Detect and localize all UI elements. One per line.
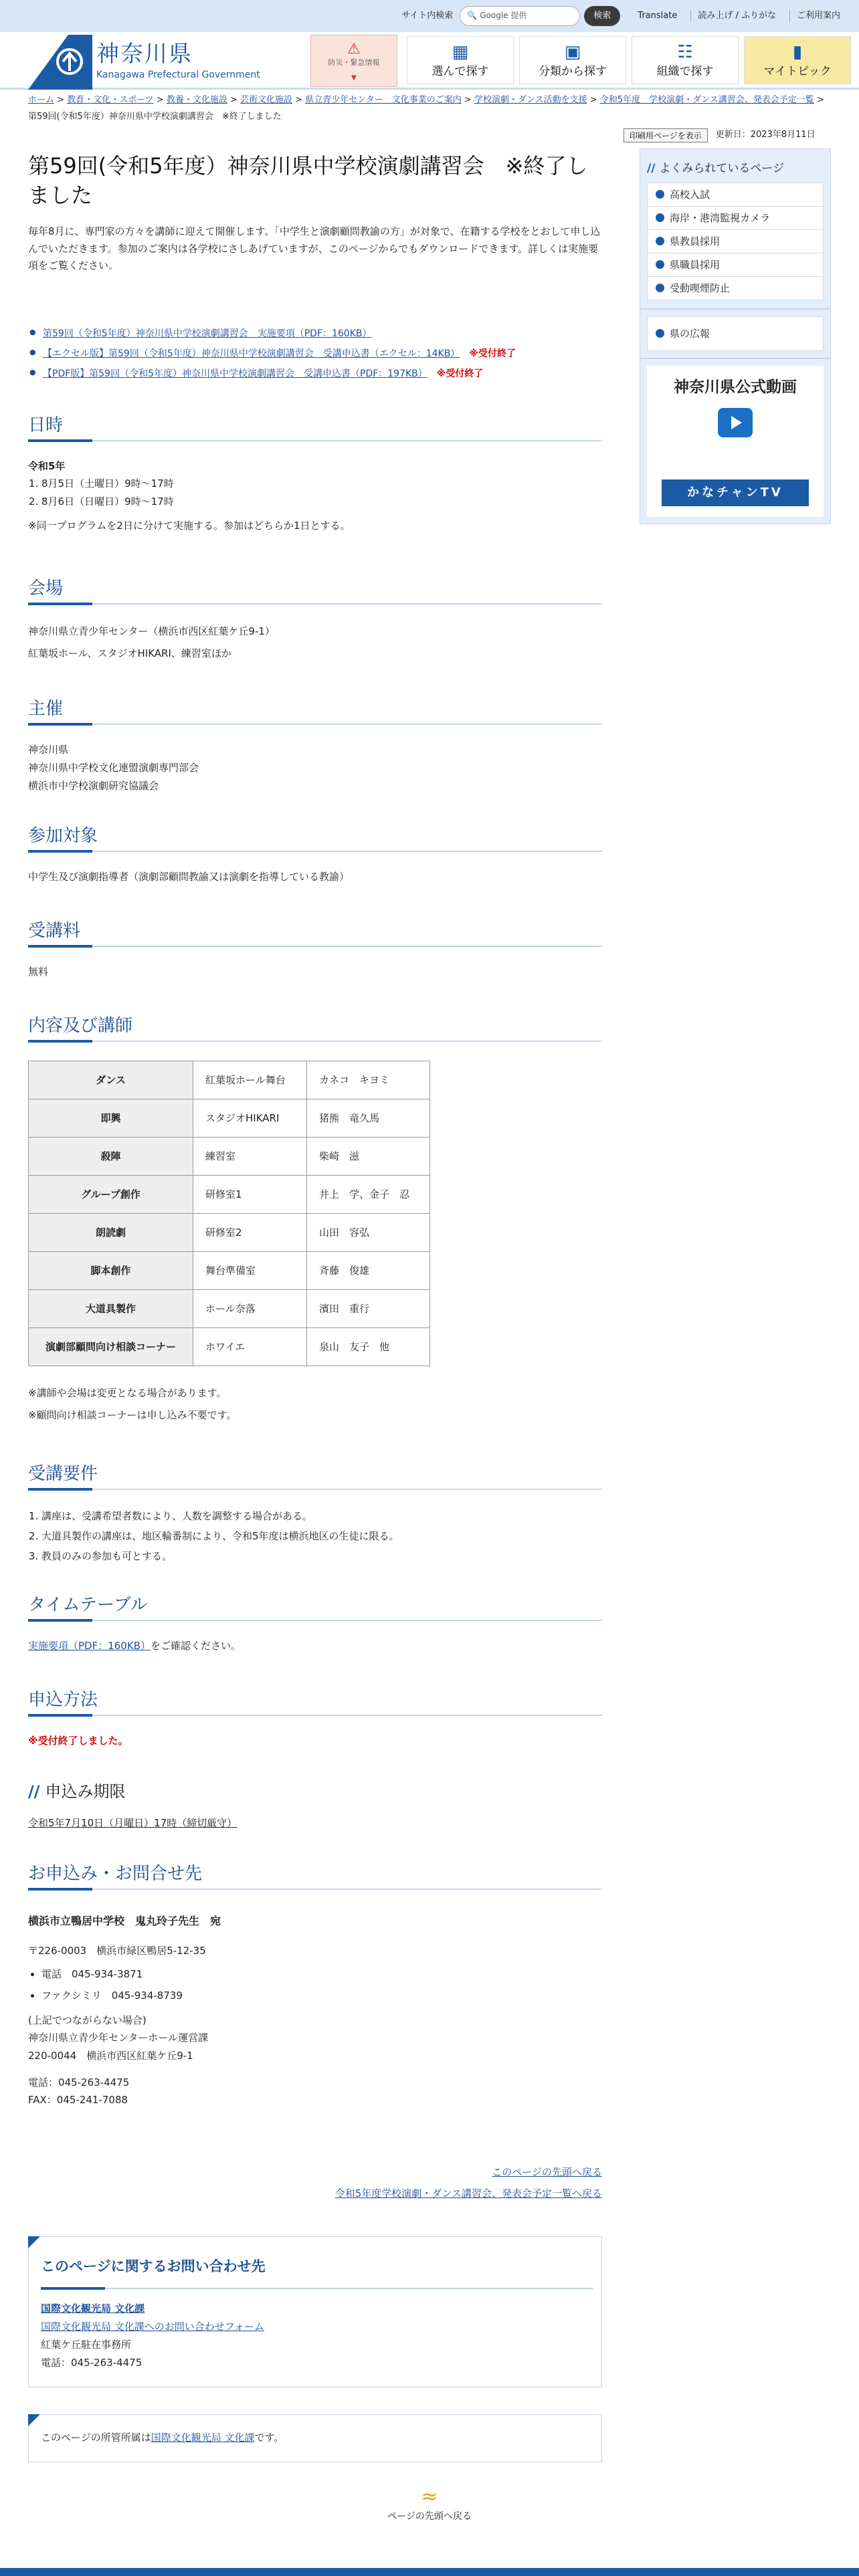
- double-slash-icon: //: [647, 162, 656, 175]
- sidebar-item-label: 受動喫煙防止: [670, 282, 731, 295]
- sidebar-item-label: 県職員採用: [670, 259, 721, 272]
- course-cell: 即興: [29, 1099, 193, 1138]
- place-cell: スタジオHIKARI: [193, 1099, 307, 1138]
- inquiry-fax: • ファクシミリ 045-934-8739: [41, 1985, 602, 2007]
- sidebar: [640, 148, 831, 524]
- section-heading: 主催: [28, 694, 602, 725]
- usage-guide-link[interactable]: ご利用案内: [789, 9, 847, 23]
- search-button[interactable]: 検索: [584, 6, 620, 26]
- apply-closed: ※受付終了しました。: [28, 1735, 128, 1747]
- table-row: [29, 1252, 430, 1290]
- deadline-text: [28, 1815, 237, 1831]
- corner-mark: [28, 2414, 40, 2426]
- nav-organization-label: 組織で探す: [656, 65, 714, 79]
- course-cell: ダンス: [29, 1061, 193, 1099]
- page-title: 第59回(令和5年度）神奈川県中学校演劇講習会 ※終了しました: [28, 153, 588, 209]
- play-icon: [718, 408, 753, 437]
- lecturer-cell: カネコ キヨミ: [307, 1061, 430, 1099]
- requirement-item: 2. 大道具製作の講座は、地区輪番制により、令和5年度は横浜地区の生徒に限る。: [41, 1526, 602, 1546]
- venue-line: 神奈川県立青少年センター（横浜市西区紅葉ケ丘9-1）: [28, 625, 275, 637]
- sidebar-item-label: 県教員採用: [670, 235, 721, 248]
- section-organizer: [28, 694, 602, 795]
- list-item: [28, 326, 617, 346]
- closed-badge: ※受付終了: [469, 348, 516, 359]
- sidebar-item-label: 海岸・港湾監視カメラ: [670, 212, 771, 225]
- owner-dept-link[interactable]: 国際文化観光局 文化課: [151, 2432, 255, 2444]
- breadcrumb-item[interactable]: ホーム: [28, 95, 55, 105]
- contact-dept-link[interactable]: 国際文化観光局 文化課: [41, 2302, 145, 2315]
- sidebar-item[interactable]: [647, 276, 824, 300]
- video-title: 神奈川県公式動画: [674, 379, 797, 397]
- sidebar-item[interactable]: [647, 253, 824, 277]
- arrow-circle-icon: [656, 329, 664, 338]
- arrow-circle-icon: [656, 260, 664, 269]
- sidebar-item[interactable]: [647, 206, 824, 230]
- nav-choose[interactable]: [407, 36, 514, 84]
- table-row: [29, 1214, 430, 1252]
- lecturer-cell: 井上 学、金子 忍: [307, 1176, 430, 1214]
- arrow-circle-icon: [656, 237, 664, 245]
- lecturer-cell: 濱田 重行: [307, 1290, 430, 1328]
- guideline-pdf-link[interactable]: 第59回（令和5年度）神奈川県中学校演劇講習会 実施要項（PDF：160KB）: [43, 328, 372, 339]
- course-cell: 朗読劇: [29, 1214, 193, 1252]
- application-pdf-link[interactable]: 【PDF版】第59回（令和5年度）神奈川県中学校演劇講習会 受講申込書（PDF：197KB）: [43, 368, 427, 379]
- contact-tel: 電話：045-263-4475: [41, 2356, 142, 2369]
- organizer-line: 神奈川県中学校文化連盟演劇専門部会: [28, 762, 199, 774]
- back-to-top-link[interactable]: このページの先頭へ戻る: [492, 2166, 602, 2178]
- section-heading: 会場: [28, 574, 602, 605]
- lecturer-cell: 山田 容弘: [307, 1214, 430, 1252]
- breadcrumb-item[interactable]: 令和5年度 学校演劇・ダンス講習会、発表会予定一覧: [599, 95, 814, 105]
- target-text: 中学生及び演劇指導者（演劇部顧問教諭又は演劇を指導している教諭）: [28, 871, 350, 883]
- breadcrumb-item[interactable]: 県立青少年センター 文化事業のご案内: [305, 95, 462, 105]
- arrow-circle-icon: [656, 213, 664, 222]
- org-chart-icon: ☷: [677, 42, 693, 62]
- place-cell: 研修室1: [193, 1176, 307, 1214]
- footer-top-label: ページの先頭へ戻る: [387, 2511, 472, 2522]
- utility-links: [401, 5, 847, 27]
- translate-link[interactable]: Translate: [638, 11, 678, 21]
- table-row: [29, 1290, 430, 1328]
- place-cell: 練習室: [193, 1138, 307, 1176]
- owner-prefix: このページの所管所属は: [41, 2432, 151, 2444]
- alt-tel: 電話：045-263-4475: [28, 2076, 130, 2088]
- course-cell: 脚本創作: [29, 1252, 193, 1290]
- footer-back-to-top[interactable]: [0, 2485, 859, 2524]
- content-note: ※講師や会場は変更となる場合があります。: [28, 1387, 227, 1399]
- section-content: [28, 1011, 602, 1426]
- emergency-info-label: 防災・緊急情報: [328, 58, 380, 67]
- chevron-down-icon: ▼: [351, 74, 357, 82]
- list-item: [28, 366, 617, 387]
- lecturer-cell: 猪熊 竜久馬: [307, 1099, 430, 1138]
- lecturer-cell: 柴崎 滋: [307, 1138, 430, 1176]
- list-item: [28, 346, 617, 366]
- site-header: [0, 32, 859, 90]
- section-heading: 受講料: [28, 916, 602, 947]
- page-contact-box: [28, 2236, 602, 2387]
- arrow-circle-icon: [656, 190, 664, 199]
- nav-organization[interactable]: [632, 36, 739, 84]
- popular-pages: [640, 148, 831, 309]
- sidebar-item-label: 高校入試: [670, 189, 710, 201]
- place-cell: ホワイエ: [193, 1328, 307, 1366]
- place-cell: 舞台準備室: [193, 1252, 307, 1290]
- search-icon: 🔍: [467, 11, 478, 21]
- breadcrumb-item[interactable]: 芸術文化施設: [240, 95, 293, 105]
- nav-category[interactable]: [519, 36, 626, 84]
- section-inquiry: [28, 1859, 602, 2109]
- document-links: [28, 326, 617, 387]
- course-cell: 大道具製作: [29, 1290, 193, 1328]
- application-excel-link[interactable]: 【エクセル版】第59回（令和5年度）神奈川県中学校演劇講習会 受講申込書（エクセル：14KB）: [43, 348, 460, 359]
- table-row: [29, 1138, 430, 1176]
- search-input[interactable]: [460, 6, 580, 26]
- nav-mytopic-label: マイトピック: [763, 65, 832, 79]
- sidebar-item[interactable]: [647, 183, 824, 207]
- requirement-item: 3. 教員のみの参加も可とする。: [41, 1546, 602, 1566]
- requirement-item: 1. 講座は、受講希望者数により、人数を調整する場合がある。: [41, 1506, 602, 1526]
- warning-icon: ⚠: [347, 41, 361, 58]
- checklist-icon: ▦: [452, 42, 469, 62]
- section-heading: タイムテーブル: [28, 1590, 602, 1621]
- contact-office: 紅葉ケ丘駐在事務所: [41, 2338, 132, 2351]
- contact-box-heading: このページに関するお問い合わせ先: [41, 2256, 593, 2289]
- breadcrumb-item[interactable]: 学校演劇・ダンス活動を支援: [474, 95, 587, 105]
- schedule-year: 令和5年: [28, 460, 66, 472]
- prefecture-emblem-icon: [28, 35, 92, 90]
- page-tools: [624, 128, 816, 142]
- section-heading: 参加対象: [28, 821, 602, 852]
- place-cell: ホール奈落: [193, 1290, 307, 1328]
- contact-form-link[interactable]: 国際文化観光局 文化課へのお問い合わせフォーム: [41, 2320, 265, 2333]
- table-row: [29, 1176, 430, 1214]
- lecturer-cell: 斉藤 俊雄: [307, 1252, 430, 1290]
- table-row: [29, 1099, 430, 1138]
- seagull-icon: ≈: [421, 2485, 438, 2508]
- alt-address: 220-0044 横浜市西区紅葉ケ丘9-1: [28, 2049, 193, 2062]
- fee-text: 無料: [28, 966, 49, 978]
- section-fee: [28, 916, 602, 980]
- section-heading: 内容及び講師: [28, 1011, 602, 1042]
- sidebar-item-label: 県の広報: [670, 328, 710, 340]
- bookmark-icon: ▮: [792, 42, 803, 62]
- breadcrumb: ホーム > 教育・文化・スポーツ > 教養・文化施設 > 芸術文化施設 > 県立青少年センター 文化事業のご案内 > 学校演劇・ダンス活動を支援 > 令和5年度 学校演劇・ダンス講習会、発表会予定一覧 > 第59回(令和5年度）神奈川県中学校演劇講習会 ※終了しました: [28, 95, 824, 122]
- course-cell: 殺陣: [29, 1138, 193, 1176]
- video-channel-label: かなチャンTV: [662, 479, 809, 506]
- utility-bar: [0, 0, 859, 32]
- section-venue: [28, 574, 602, 665]
- alt-note: (上記でつながらない場合): [28, 2014, 147, 2027]
- deadline-heading-text: 申込み期限: [45, 1782, 126, 1801]
- inquiry-to: 横浜市立鴨居中学校 鬼丸玲子先生 宛: [28, 1915, 221, 1927]
- sidebar-item[interactable]: [647, 229, 824, 253]
- inquiry-tel: • 電話 045-934-3871: [41, 1964, 602, 1985]
- deadline-value: 令和5年7月10日（月曜日）17時（締切厳守）: [28, 1817, 237, 1829]
- prefecture-pr: [640, 309, 831, 358]
- updated-date: 更新日：2023年8月11日: [715, 130, 816, 140]
- section-heading: 申込方法: [28, 1685, 602, 1716]
- venue-line: 紅葉坂ホール、スタジオHIKARI、練習室ほか: [28, 647, 231, 659]
- site-logo[interactable]: [28, 35, 260, 90]
- schedule-date: 2. 8月6日（日曜日）9時～17時: [41, 493, 602, 510]
- breadcrumb-item[interactable]: 教養・文化施設: [166, 95, 227, 105]
- breadcrumb-current: 第59回(令和5年度）神奈川県中学校演劇講習会 ※終了しました: [28, 111, 282, 122]
- global-nav: [407, 36, 851, 84]
- popular-heading: よくみられているページ: [659, 162, 785, 175]
- table-row: [29, 1061, 430, 1099]
- sidebar-item-koho[interactable]: [647, 316, 824, 351]
- section-schedule: [28, 411, 602, 534]
- course-cell: 演劇部顧問向け相談コーナー: [29, 1328, 193, 1366]
- intro-text: 毎年8月に、専門家の方々を講師に迎えて開催します。「中学生と演劇顧問教諭の方」が対象で、在籍する学校をとおして申し込んでいただきます。参加のご案内は各学校にさしあげていますが、このページからでもダウンロードできます。詳しくは実施要項をご覧ください。: [28, 225, 601, 272]
- section-target: [28, 821, 602, 885]
- section-apply: [28, 1685, 602, 1749]
- footer-band: [0, 2568, 859, 2576]
- timetable-pdf-link[interactable]: 実施要項（PDF：160KB）: [28, 1640, 151, 1652]
- timetable-suffix: をご確認ください。: [150, 1640, 241, 1652]
- alt-org: 神奈川県立青少年センターホール運営課: [28, 2032, 209, 2044]
- owner-suffix: です。: [254, 2432, 284, 2444]
- alt-fax: FAX：045-241-7088: [28, 2094, 128, 2107]
- nav-mytopic[interactable]: [744, 36, 851, 84]
- grid-icon: ▣: [564, 42, 581, 62]
- corner-mark: [28, 2236, 40, 2248]
- back-to-list-link[interactable]: 令和5年度学校演劇・ダンス講習会、発表会予定一覧へ戻る: [335, 2187, 602, 2199]
- back-links: [335, 2164, 602, 2202]
- lecture-table: [28, 1061, 430, 1366]
- nav-choose-label: 選んで探す: [432, 65, 489, 79]
- section-heading: お申込み・お問合せ先: [28, 1859, 602, 1890]
- section-heading: 受講要件: [28, 1459, 602, 1490]
- closed-badge: ※受付終了: [436, 368, 484, 379]
- breadcrumb-item[interactable]: 教育・文化・スポーツ: [67, 95, 154, 105]
- section-requirements: [28, 1459, 602, 1566]
- inquiry-address: 〒226-0003 横浜市緑区鴨居5-12-35: [28, 1944, 206, 1957]
- arrow-circle-icon: [656, 284, 664, 292]
- owner-text: [29, 2415, 601, 2446]
- schedule-date: 1. 8月5日（土曜日）9時～17時: [41, 475, 602, 492]
- official-video-banner[interactable]: [640, 358, 831, 524]
- place-cell: 紅葉坂ホール舞台: [193, 1061, 307, 1099]
- lecturer-cell: 泉山 友子 他: [307, 1328, 430, 1366]
- emergency-info-button[interactable]: [310, 35, 397, 87]
- section-timetable: [28, 1590, 602, 1654]
- schedule-note: ※同一プログラムを2日に分けて実施する。参加はどちらか1日とする。: [28, 519, 351, 532]
- double-slash-icon: //: [28, 1782, 40, 1801]
- organizer-line: 神奈川県: [28, 744, 69, 756]
- print-button[interactable]: 印刷用ページを表示: [624, 128, 708, 142]
- deadline-heading: [28, 1779, 602, 1804]
- search-placeholder: Google 提供: [480, 11, 527, 21]
- nav-category-label: 分類から探す: [539, 65, 607, 79]
- logo-title: 神奈川県: [96, 41, 193, 68]
- place-cell: 研修室2: [193, 1214, 307, 1252]
- table-row: [29, 1328, 430, 1366]
- page-owner-box: [28, 2414, 602, 2462]
- section-heading: 日時: [28, 411, 602, 441]
- organizer-line: 横浜市中学校演劇研究協議会: [28, 780, 159, 792]
- logo-subtitle: Kanagawa Prefectural Government: [96, 69, 260, 80]
- content-note: ※顧問向け相談コーナーは申し込み不要です。: [28, 1409, 237, 1421]
- course-cell: グループ創作: [29, 1176, 193, 1214]
- furigana-link[interactable]: 読み上げ / ふりがな: [690, 9, 783, 23]
- site-search-label: サイト内検索: [401, 10, 454, 21]
